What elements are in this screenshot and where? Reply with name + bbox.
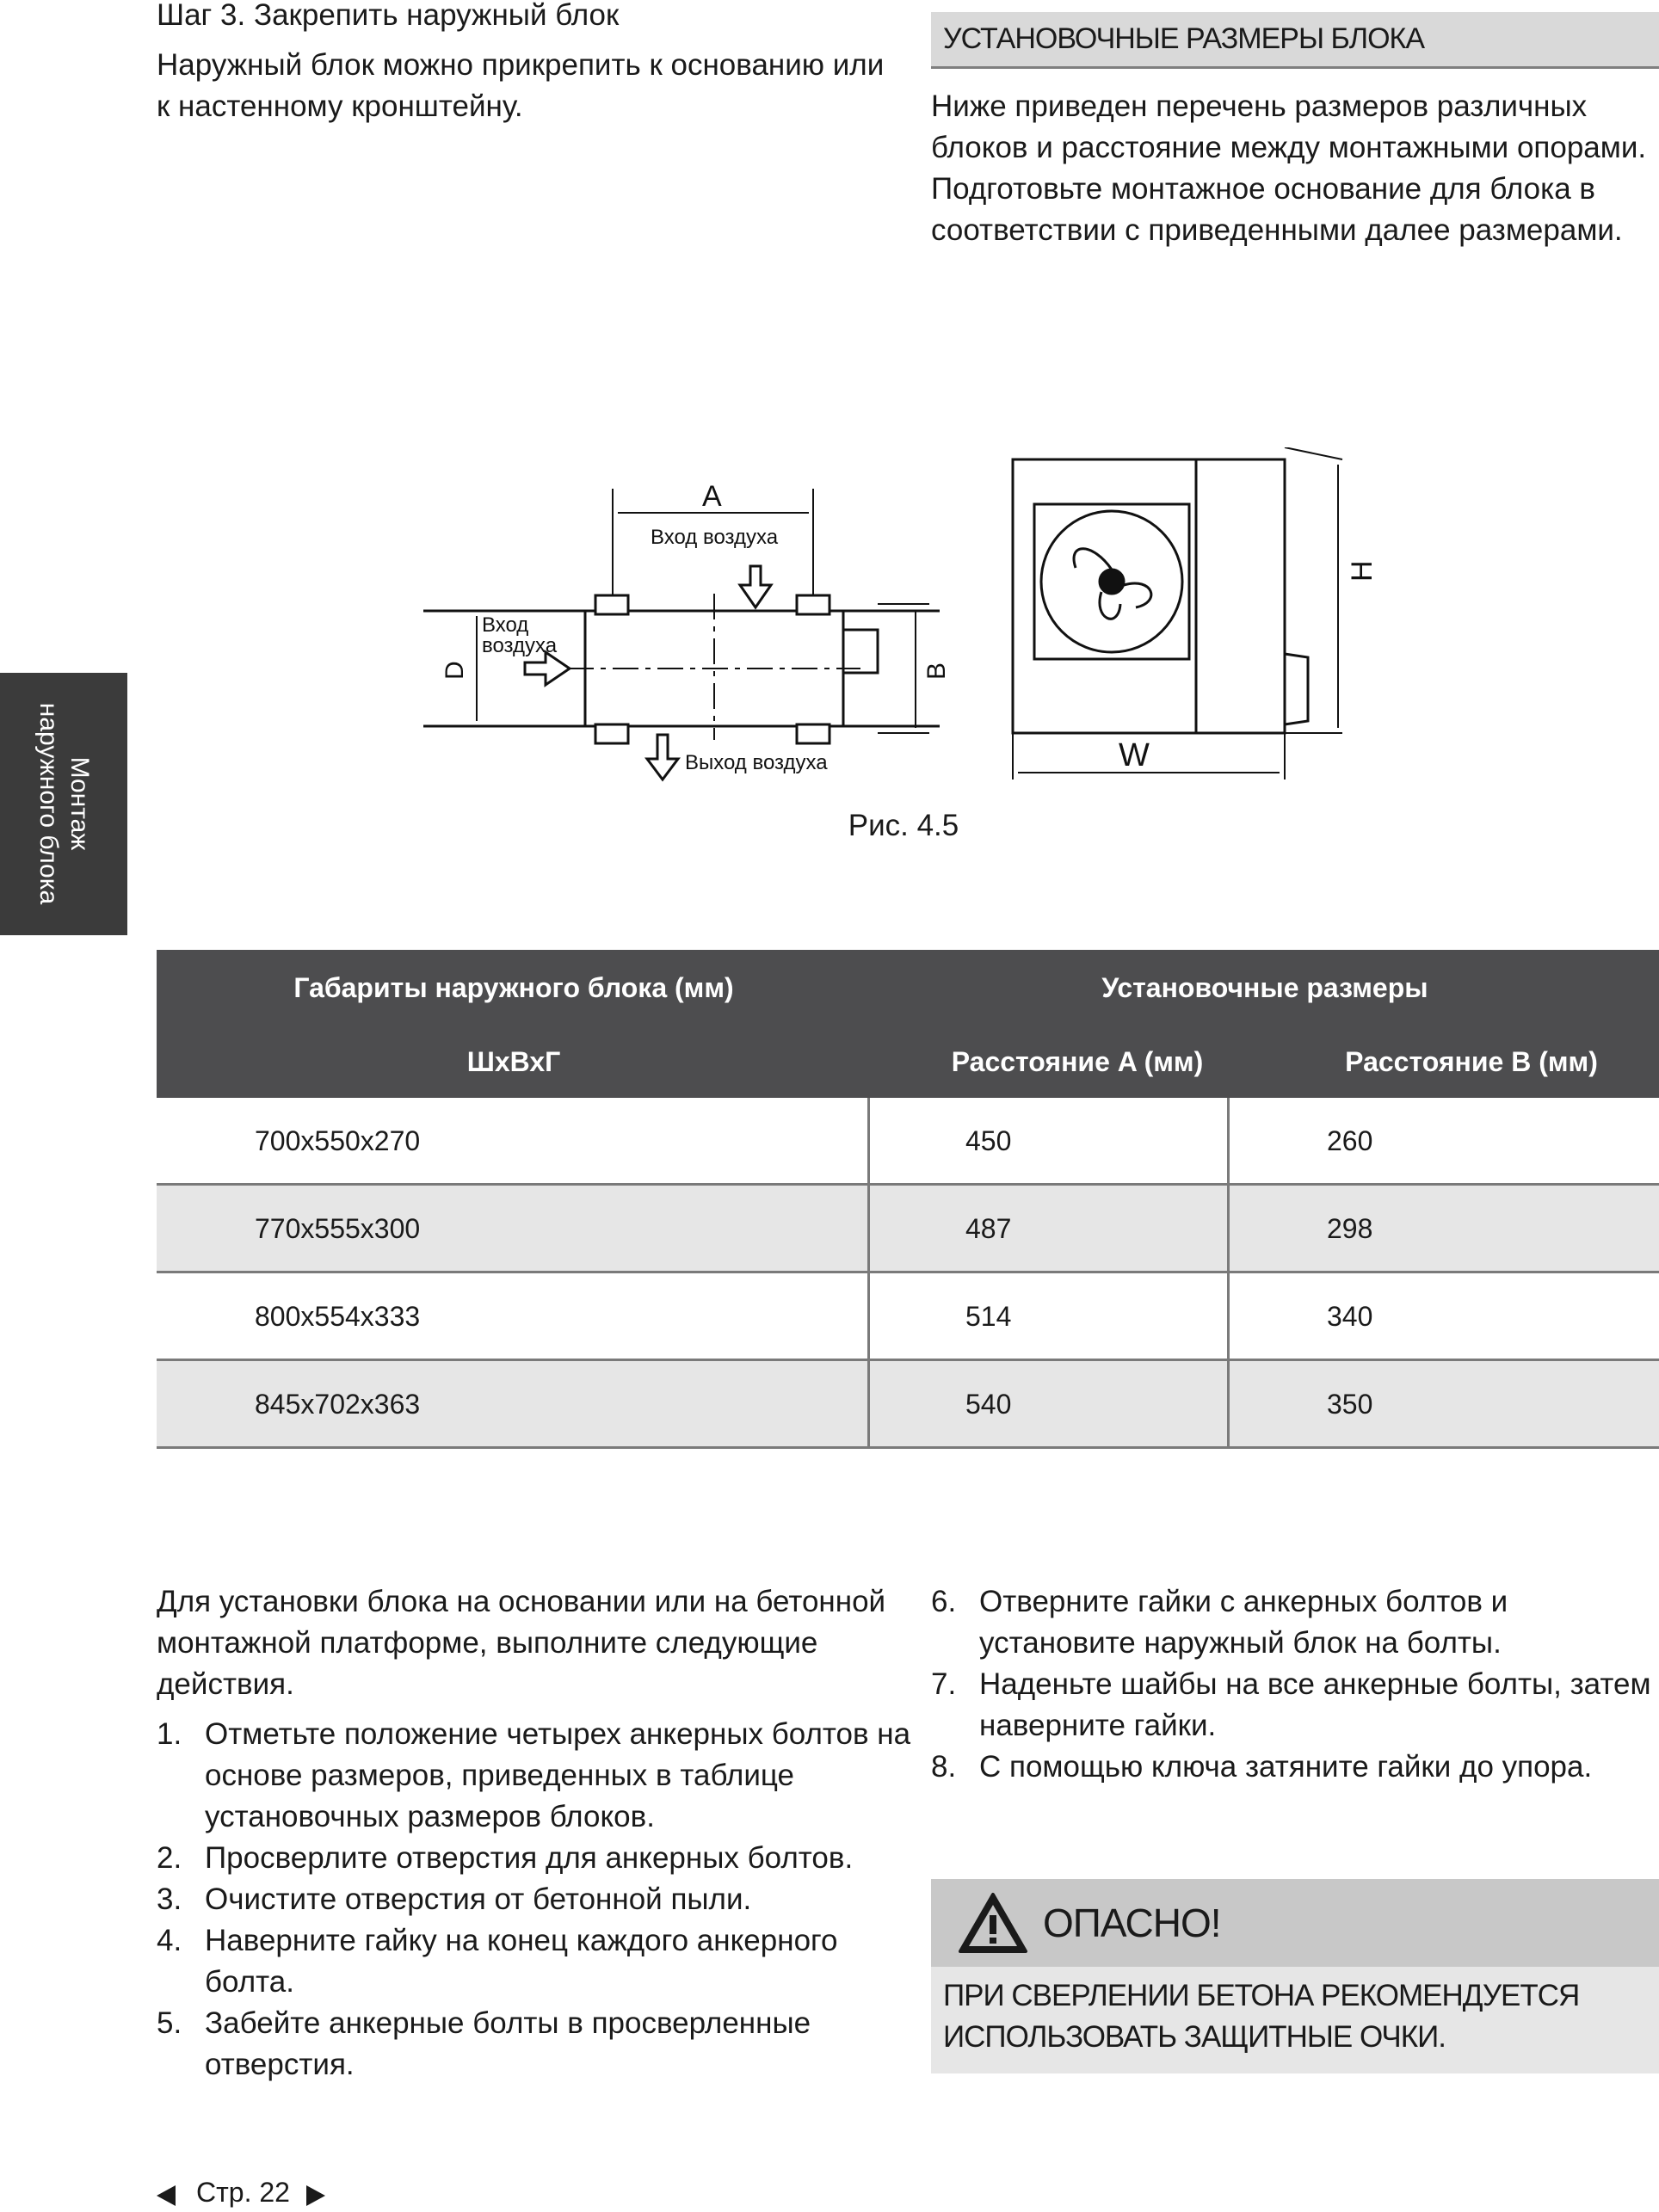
mount-foot-1 [595,595,628,614]
list-item [931,1664,1659,1747]
step-text: Наденьте шайбы на все анкерные болты, затем наверните гайки. [979,1667,1651,1742]
step-text: Забейте анкерные болты в просверленные отверстия. [205,2006,811,2081]
valve-cover [1285,654,1308,724]
header-col-b: Расстояние B (мм) [1345,1046,1598,1077]
table-header-group-row [157,950,1659,1024]
table-row [157,1361,1659,1449]
side-tab-line-2: наружного блока [34,702,63,905]
label-air-out: Выход воздуха [685,751,828,774]
side-tab-line-1: Монтаж [65,756,94,851]
page-number: Стр. 22 [196,2177,290,2208]
table-row [157,1273,1659,1361]
step-number: 3. [157,1882,182,1916]
section-header-text: УСТАНОВОЧНЫЕ РАЗМЕРЫ БЛОКА [943,22,1425,55]
danger-title: ОПАСНО! [1043,1901,1221,1945]
cell-b: 350 [1327,1389,1373,1420]
cell-size: 800x554x333 [255,1301,421,1332]
step-number: 8. [931,1750,957,1784]
warning-icon [957,1891,1029,1955]
label-air-in-side-1: Вход [482,613,529,637]
step-number: 4. [157,1924,182,1957]
label-w: W [1119,737,1150,773]
step-text: С помощью ключа затяните гайки до упора. [979,1750,1593,1784]
unit-dimensions-figure [413,447,1394,792]
prev-page-icon[interactable] [157,2185,176,2206]
label-b: B [922,662,951,680]
chapter-side-tab [0,673,127,935]
cell-size: 845x702x363 [255,1389,421,1420]
label-air-in-top: Вход воздуха [651,526,779,549]
cell-a: 540 [965,1389,1012,1420]
step-number: 6. [931,1585,957,1618]
cell-b: 260 [1327,1125,1373,1156]
step-text: Очистите отверстия от бетонной пыли. [205,1882,752,1916]
header-unit-size: Габариты наружного блока (мм) [293,972,734,1003]
cell-size: 700x550x270 [255,1125,421,1156]
figure-caption: Рис. 4.5 [848,809,959,842]
cell-a: 450 [965,1125,1012,1156]
section-header [931,12,1659,69]
fan-hub [1100,570,1124,594]
table-row [157,1098,1659,1186]
step-number: 1. [157,1717,182,1751]
next-page-icon[interactable] [306,2185,325,2206]
header-col-a: Расстояние A (мм) [951,1046,1204,1077]
label-d: D [441,661,469,680]
step-text: Отверните гайки с анкерных болтов и установите наружный блок на болты. [979,1585,1508,1660]
label-air-in-side-2: воздуха [482,634,558,657]
install-steps-left [157,1714,914,2086]
step-text: Наверните гайку на конец каждого анкерного болта. [205,1924,838,1999]
step-number: 7. [931,1667,957,1701]
cell-b: 340 [1327,1301,1373,1332]
install-steps-right [931,1581,1659,1788]
cell-a: 487 [965,1213,1012,1244]
step-number: 2. [157,1841,182,1875]
step-text: Просверлите отверстия для анкерных болтов. [205,1841,854,1875]
list-item [157,1920,914,2003]
header-col-size: ШхВхГ [466,1046,561,1077]
list-item [157,1879,914,1920]
header-install-dims: Установочные размеры [1101,972,1428,1003]
air-out-arrow [647,735,678,779]
step-number: 5. [157,2006,182,2040]
step-title: Шаг 3. Закрепить наружный блок [157,0,620,32]
step-text: Отметьте положение четырех анкерных болтов на основе размеров, приведенных в таблице установочных размеров блоков. [205,1717,911,1833]
danger-box [931,1879,1659,2073]
danger-header [931,1879,1659,1967]
unit-dimensions-drawing [413,447,1394,792]
mount-foot-2 [797,595,830,614]
section-description: Ниже приведен перечень размеров различных блоков и расстояние между монтажными опорами. Подготовьте монтажное основание для блока в соответствии с приведенными далее размерами. [931,89,1647,247]
step-description: Наружный блок можно прикрепить к основанию или к настенному кронштейну. [157,48,885,123]
cell-b: 298 [1327,1213,1373,1244]
air-in-top-arrow [740,566,771,607]
list-item [157,1838,914,1879]
list-item [157,2003,914,2086]
cell-a: 514 [965,1301,1012,1332]
danger-text: ПРИ СВЕРЛЕНИИ БЕТОНА РЕКОМЕНДУЕТСЯ ИСПОЛЬЗОВАТЬ ЗАЩИТНЫЕ ОЧКИ. [943,1979,1580,2054]
label-h: H [1346,560,1378,582]
dimensions-table [157,950,1659,1449]
table-header [157,950,1659,1098]
list-item [931,1747,1659,1788]
install-intro: Для установки блока на основании или на бетонной монтажной платформе, выполните следующие действия. [157,1585,886,1701]
cell-size: 770x555x300 [255,1213,421,1244]
table-row [157,1186,1659,1273]
table-header-col-row [157,1024,1659,1098]
label-a: A [702,480,722,513]
list-item [157,1714,914,1838]
mount-foot-3 [595,724,628,743]
dim-h-ext-top [1285,447,1342,459]
list-item [931,1581,1659,1664]
mount-foot-4 [797,724,830,743]
